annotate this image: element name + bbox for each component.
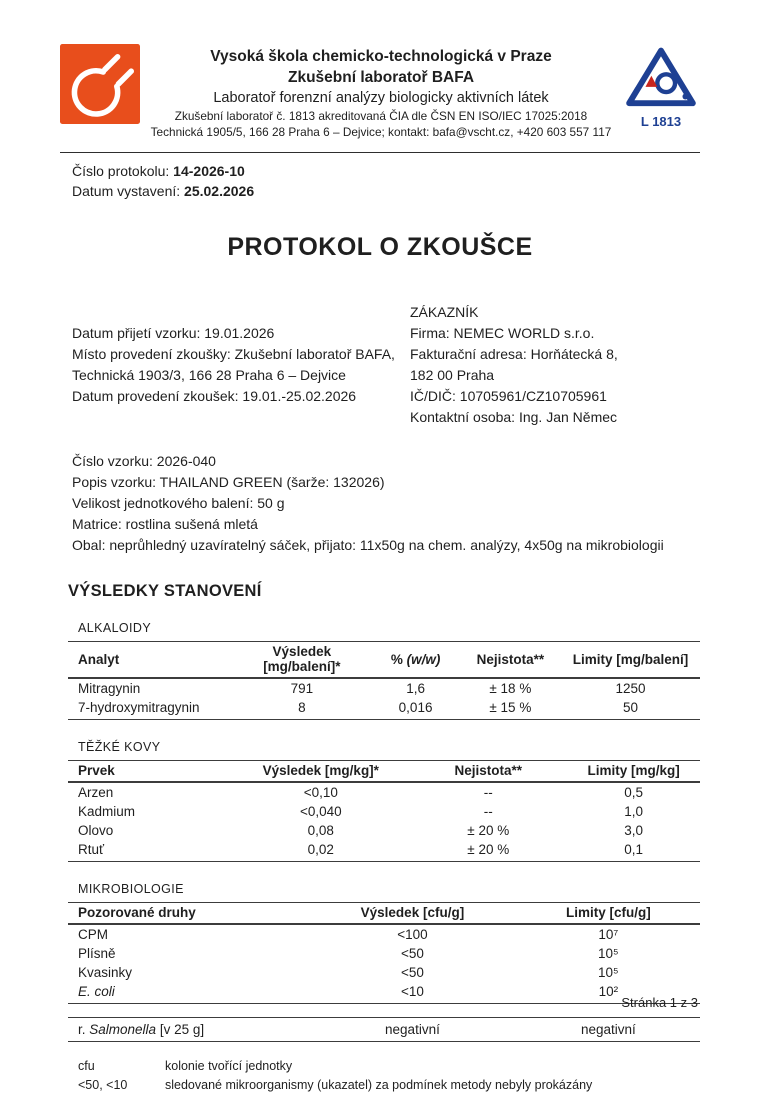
page-title: PROTOKOL O ZKOUŠCE [227, 233, 533, 261]
table-cell: 7-hydroxymitragynin [68, 698, 232, 720]
table-row-arsenic [68, 782, 700, 802]
table-cell: 0,1 [567, 840, 700, 862]
sample-info-block [72, 451, 700, 556]
heavy-metals-table [68, 760, 700, 862]
column-header-percent: % (w/w) [371, 642, 459, 679]
header-divider [60, 152, 700, 153]
vscht-logo-icon [60, 44, 140, 124]
column-header-species: Pozorované druhy [68, 903, 308, 925]
table-cell: CPM [78, 927, 108, 942]
table-cell: <100 [397, 927, 428, 942]
header-title-block [140, 44, 622, 140]
sample-number: Číslo vzorku: 2026-040 [72, 453, 216, 469]
protocol-number-value: 14-2026-10 [173, 163, 245, 179]
sample-description: Popis vzorku: THAILAND GREEN (šarže: 132026) [72, 474, 385, 490]
footnote-cfu [78, 1057, 700, 1076]
lab-name: Zkušební laboratoř BAFA [287, 69, 475, 86]
table-row-mitragynine [68, 678, 700, 698]
table-cell: -- [483, 785, 493, 800]
table-cell: 50 [561, 698, 700, 720]
table-cell: 1,6 [406, 681, 425, 696]
column-header-element: Prvek [68, 761, 232, 783]
table-row-salmonella [68, 1018, 700, 1042]
results-heading: VÝSLEDKY STANOVENÍ [68, 582, 262, 600]
table-cell: ± 18 % [489, 681, 532, 696]
footnotes-block [78, 1057, 700, 1095]
heavy-metals-section-label: TĚŽKÉ KOVY [78, 740, 161, 754]
table-cell: 10⁵ [598, 946, 619, 961]
salmonella-genus: Salmonella [89, 1022, 157, 1037]
table-cell: 0,08 [307, 823, 334, 838]
customer-company: Firma: NEMEC WORLD s.r.o. [410, 325, 595, 341]
table-cell: 10² [517, 982, 700, 1004]
customer-block [410, 302, 700, 428]
cia-accreditation-mark [622, 46, 700, 129]
table-cell: <0,040 [299, 804, 342, 819]
table-cell: ± 20 % [409, 840, 567, 862]
customer-billing-city: 182 00 Praha [410, 367, 495, 383]
table-cell: ± 20 % [467, 823, 510, 838]
table-row-mercury [68, 840, 700, 862]
table-row-yeasts [68, 963, 700, 982]
footnote-description: sledované mikroorganismy (ukazatel) za podmínek metody nebyly prokázány [165, 1078, 593, 1092]
accreditation-line: Zkušební laboratoř č. 1813 akreditovaná ČIA dle ČSN EN ISO/IEC 17025:2018 [174, 109, 588, 123]
protocol-number-row [72, 161, 700, 181]
test-location-address: Technická 1903/3, 166 28 Praha 6 – Dejvice [72, 367, 346, 383]
table-cell: 791 [290, 681, 314, 696]
alkaloids-section-label: ALKALOIDY [78, 621, 152, 635]
table-row-cadmium [68, 802, 700, 821]
protocol-meta [72, 161, 700, 201]
page-number: Stránka 1 z 3 [621, 995, 698, 1010]
test-location: Místo provedení zkoušky: Zkušební laboratoř BAFA, [72, 346, 395, 362]
sample-matrix: Matrice: rostlina sušená mletá [72, 516, 258, 532]
heavy-metals-header-row [68, 761, 700, 783]
issue-date-label: Datum vystavení: [72, 183, 185, 199]
table-cell: 10⁷ [598, 927, 619, 942]
customer-contact-person: Kontaktní osoba: Ing. Jan Němec [410, 409, 618, 425]
document-header [60, 44, 700, 140]
table-row-molds [68, 944, 700, 963]
footnote-term: cfu [78, 1059, 95, 1073]
table-cell: 0,016 [371, 698, 459, 720]
table-cell: ± 15 % [460, 698, 561, 720]
institution-name: Vysoká škola chemicko-technologická v Praze [210, 48, 552, 65]
table-row-7-hydroxymitragynine [68, 698, 700, 720]
column-header-result: Výsledek [mg/kg]* [232, 761, 409, 783]
table-cell: <50 [400, 946, 424, 961]
salmonella-table [68, 1017, 700, 1042]
table-cell: 1,0 [624, 804, 644, 819]
table-cell: Plísně [78, 946, 116, 961]
table-cell: 10⁵ [598, 965, 619, 980]
column-header-uncertainty: Nejistota** [460, 642, 561, 679]
footnote-term: <50, <10 [78, 1078, 128, 1092]
table-cell: 0,02 [232, 840, 409, 862]
info-section [60, 302, 700, 428]
table-row-lead [68, 821, 700, 840]
column-header-limits: Limity [mg/kg] [567, 761, 700, 783]
table-cell: 8 [232, 698, 371, 720]
test-dates: Datum provedení zkoušek: 19.01.-25.02.2026 [72, 388, 357, 404]
table-cell: Kadmium [78, 804, 136, 819]
sample-receipt-date: Datum přijetí vzorku: 19.01.2026 [72, 325, 275, 341]
microbiology-table [68, 902, 700, 1004]
column-header-result: Výsledek [mg/balení]* [232, 642, 371, 679]
microbiology-section-label: MIKROBIOLOGIE [78, 882, 184, 896]
customer-billing-address: Fakturační adresa: Horňátecká 8, [410, 346, 618, 362]
footnote-description: kolonie tvořící jednotky [165, 1059, 293, 1073]
salmonella-limit-cell: negativní [517, 1018, 700, 1042]
column-header-result: Výsledek [cfu/g] [308, 903, 517, 925]
table-cell: <0,10 [303, 785, 338, 800]
sample-packaging: Obal: neprůhledný uzavíratelný sáček, přijato: 11x50g na chem. analýzy, 4x50g na mikrobiologii [72, 537, 664, 553]
table-row-cpm [68, 924, 700, 944]
cia-triangle-icon [624, 46, 698, 110]
lab-description: Laboratoř forenzní analýzy biologicky aktivních látek [213, 90, 549, 106]
table-cell: 0,5 [624, 785, 644, 800]
alkaloids-header-row [68, 642, 700, 679]
table-cell: <50 [400, 965, 424, 980]
column-header-limits: Limity [mg/balení] [561, 642, 700, 679]
alkaloids-table [68, 641, 700, 720]
table-cell: E. coli [68, 982, 308, 1004]
column-header-analyte: Analyt [68, 642, 232, 679]
test-info-block [72, 323, 410, 428]
table-row-ecoli [68, 982, 700, 1004]
microbiology-header-row [68, 903, 700, 925]
customer-heading: ZÁKAZNÍK [410, 304, 479, 320]
table-cell: Rtuť [68, 840, 232, 862]
table-cell: Mitragynin [78, 681, 141, 696]
issue-date-value: 25.02.2026 [184, 183, 255, 199]
table-cell: -- [483, 804, 493, 819]
protocol-number-label: Číslo protokolu: [72, 163, 174, 179]
column-header-uncertainty: Nejistota** [409, 761, 567, 783]
column-header-limits: Limity [cfu/g] [517, 903, 700, 925]
table-cell: 3,0 [624, 823, 644, 838]
salmonella-species-cell: r. Salmonella [v 25 g] [68, 1018, 308, 1042]
table-cell: <10 [308, 982, 517, 1004]
salmonella-result-cell: negativní [308, 1018, 517, 1042]
table-cell: 1250 [615, 681, 646, 696]
footnote-detection-limit [78, 1076, 700, 1095]
accreditation-number: L 1813 [640, 114, 682, 129]
customer-id: IČ/DIČ: 10705961/CZ10705961 [410, 388, 607, 404]
sample-package-size: Velikost jednotkového balení: 50 g [72, 495, 285, 511]
table-cell: Kvasinky [78, 965, 133, 980]
table-cell: Olovo [78, 823, 114, 838]
issue-date-row [72, 181, 700, 201]
contact-line: Technická 1905/5, 166 28 Praha 6 – Dejvice; kontakt: bafa@vscht.cz, +420 603 557 117 [150, 125, 612, 139]
table-cell: Arzen [78, 785, 114, 800]
